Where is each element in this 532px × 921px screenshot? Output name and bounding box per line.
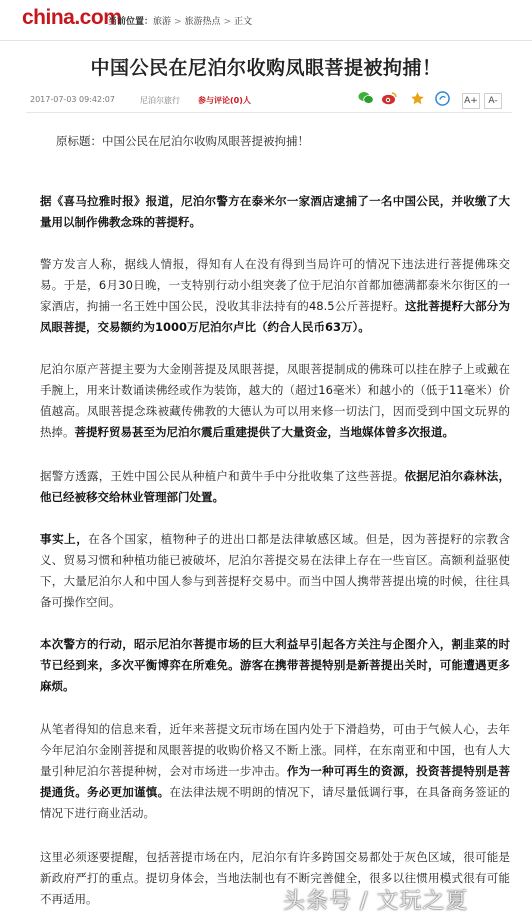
paragraph-8: 这里必须逐要提醒，包括菩提市场在内，尼泊尔有许多跨国交易都处于灰色区域，很可能是新政府严打的重点。提切身体会，当地法制也有不断完善健全，很多以往惯用模式很有可能不再适用。	[40, 850, 510, 906]
weibo-icon[interactable]	[380, 91, 398, 109]
paragraph-7	[40, 719, 510, 824]
paragraph-3-bold: 菩提籽贸易甚至为尼泊尔震后重建提供了大量资金，当地媒体曾多次报道。	[74, 425, 454, 439]
breadcrumb-separator: >	[223, 17, 232, 27]
paragraph-4	[40, 466, 510, 508]
breadcrumb-travel-hot[interactable]: 旅游热点	[184, 17, 221, 27]
paragraph-2-text: 警方发言人称，据线人情报，得知有人在没有得到当局许可的情况下违法进行菩提佛珠交易。于是，6月30日晚，一支特别行动小组突袭了位于尼泊尔首都加德满都泰米尔街区的一家酒店，拘捕一名王姓中国公民，没收其非法持有的48.5公斤菩提籽。	[40, 257, 510, 313]
original-title: 原标题：中国公民在尼泊尔收购凤眼菩提被拘捕！	[56, 134, 309, 148]
watermark: 头条号 / 文玩之夏	[283, 889, 469, 914]
top-bar	[0, 0, 532, 41]
paragraph-4-text: 据警方透露，王姓中国公民从种植户和黄牛手中分批收集了这些菩提。	[40, 469, 405, 483]
paragraph-5-text-b: 。但是，因为菩提籽的宗教含义、贸易习惯和种植功能已被破坏，尼泊尔菩提交易在法律上存在一些盲区。高额利益驱使下，大量尼泊尔人和中国人参与到菩提籽交易中。而当中国人携带菩提出境的时候，往往具备可操作空间。	[40, 532, 511, 609]
wechat-icon[interactable]	[357, 91, 375, 109]
breadcrumb-separator: >	[174, 17, 182, 27]
paragraph-4-bold: 依据尼泊尔森林法，他已经被移交给林业管理部门处置。	[40, 469, 511, 504]
font-increase-button[interactable]: A+	[462, 93, 480, 109]
article-title: 中国公民在尼泊尔收购凤眼菩提被拘捕！	[90, 57, 442, 79]
article-meta	[26, 90, 512, 113]
font-decrease-button[interactable]: A-	[484, 93, 502, 109]
paragraph-5	[40, 529, 510, 613]
paragraph-5-text-a: 在各个国家，植物种子的进出口都是法律敏感区域	[88, 532, 354, 546]
share-icon[interactable]	[433, 91, 451, 109]
breadcrumb-travel[interactable]: 旅游	[153, 17, 172, 27]
paragraph-5-lead: 事实上，	[40, 532, 89, 546]
star-icon[interactable]	[408, 91, 426, 109]
breadcrumb-label: 当前位置：	[108, 17, 154, 27]
paragraph-3-text: 尼泊尔原产菩提主要为大金刚菩提及凤眼菩提，凤眼菩提制成的佛珠可以挂在脖子上或戴在手腕上，用来计数诵读佛经或作为装饰，越大的（超过16毫米）和越小的（低于11毫米）价值越高。凤眼菩提念珠被藏传佛教的大德认为可以用来修一切法门，因而受到中国文玩界的热捧。	[40, 362, 510, 439]
paragraph-1	[40, 191, 510, 233]
breadcrumb-current: 正文	[234, 17, 253, 27]
paragraph-2-bold: 这批菩提籽大部分为凤眼菩提，交易额约为1000万尼泊尔卢比（约合人民币63万）。	[40, 299, 510, 334]
paragraph-3	[40, 359, 510, 443]
paragraph-7-bold: 作为一种可再生的资源，投资菩提特别是菩提通货。务必更加谨慎。	[40, 764, 511, 799]
breadcrumb	[108, 14, 252, 27]
article-source[interactable]: 尼泊尔旅行	[140, 96, 180, 105]
paragraph-7-text-end: 在法律法规不明朗的情况下，请尽量低调行事，在具备商务签证的情况下进行商业活动。	[40, 785, 511, 820]
paragraph-7-text: 从笔者得知的信息来看，近年来菩提文玩市场在国内处于下滑趋势，可由于气候人心，去年今年尼泊尔金刚菩提和凤眼菩提的收购价格又不断上涨。同样，在东南亚和中国，也有人大量引种尼泊尔菩提种树，会对市场进一步冲击。	[40, 722, 510, 778]
comment-link[interactable]: 参与评论(0)人	[198, 96, 251, 105]
publish-time: 2017-07-03 09:42:07	[30, 95, 115, 104]
site-logo[interactable]: china.com	[22, 6, 122, 29]
paragraph-1-text: 据《喜马拉雅时报》报道，尼泊尔警方在泰米尔一家酒店逮捕了一名中国公民，并收缴了大量用以制作佛教念珠的菩提籽。	[40, 194, 510, 229]
paragraph-2	[40, 254, 510, 338]
paragraph-6	[40, 634, 510, 697]
paragraph-6-text: 本次警方的行动，昭示尼泊尔菩提市场的巨大利益早引起各方关注与企图介入，割韭菜的时节已经到来，多次平衡博弈在所难免。游客在携带菩提特别是新菩提出关时，可能遭遇更多麻烦。	[40, 637, 510, 693]
